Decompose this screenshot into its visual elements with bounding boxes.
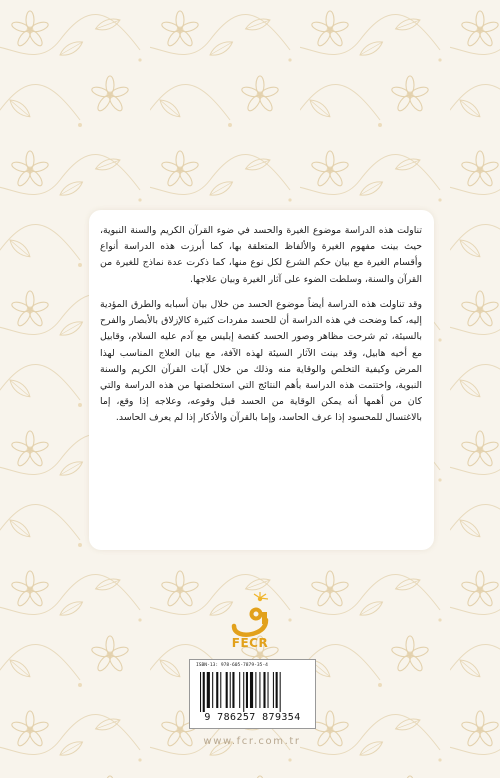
description-paragraph-2: وقد تناولت هذه الدراسة أيضاً موضوع الحسد من خلال بيان أسبابه والطرق المؤدية إليه، كما وضحت في هذه الدراسة أن للحسد مفردات كثيرة كالإزلاق بالأبصار والفرح بالسيئة، ثم شرحت مظاهر وصور الحسد كقصة إبليس مع آدم عليه السلام، وقابيل مع أخيه هابيل، وقد بينت الآثار السيئة لهذه الآفة، مع بيان العلاج المناسب لهذا المرض وكيفية التخلص والوقاية منه وذلك من خلال آيات القرآن الكريم والسنة النبوية، واختتمت هذه الدراسة بأهم النتائج التي استخلصتها من هذه الدراسة والتي كان من أهمها أنه يمكن الوقاية من الحسد قبل وقوعه، وعلاجه إذا وقع، إما بالاغتسال للمحسود إذا عرف الحاسد، وإما بالقرآن والأذكار إذا لم يعرف الحاسد. <box>100 299 422 424</box>
description-paragraph-1: تناولت هذه الدراسة موضوع الغيرة والحسد في ضوء القرآن الكريم والسنة النبوية، حيث بينت مفهوم الغيرة والألفاظ المتعلقة بها، كما أبرزت هذه الدراسة أنواع وأقسام الغيرة مع بيان حكم الشرع لكل نوع منها، كما ذكرت عدة نماذج للغيرة من القرآن والسنة، وسلطت الضوء على آثار الغيرة وبيان علاجها. <box>100 225 422 285</box>
barcode-number: 9 786257 879354 <box>204 712 301 723</box>
publisher-website: www.fcr.com.tr <box>203 736 301 747</box>
barcode-bars <box>198 672 308 712</box>
barcode <box>189 659 316 729</box>
isbn-label: ISBN-13: 978-605-7879-35-4 <box>196 663 268 668</box>
publisher-name: FECR <box>231 636 269 650</box>
